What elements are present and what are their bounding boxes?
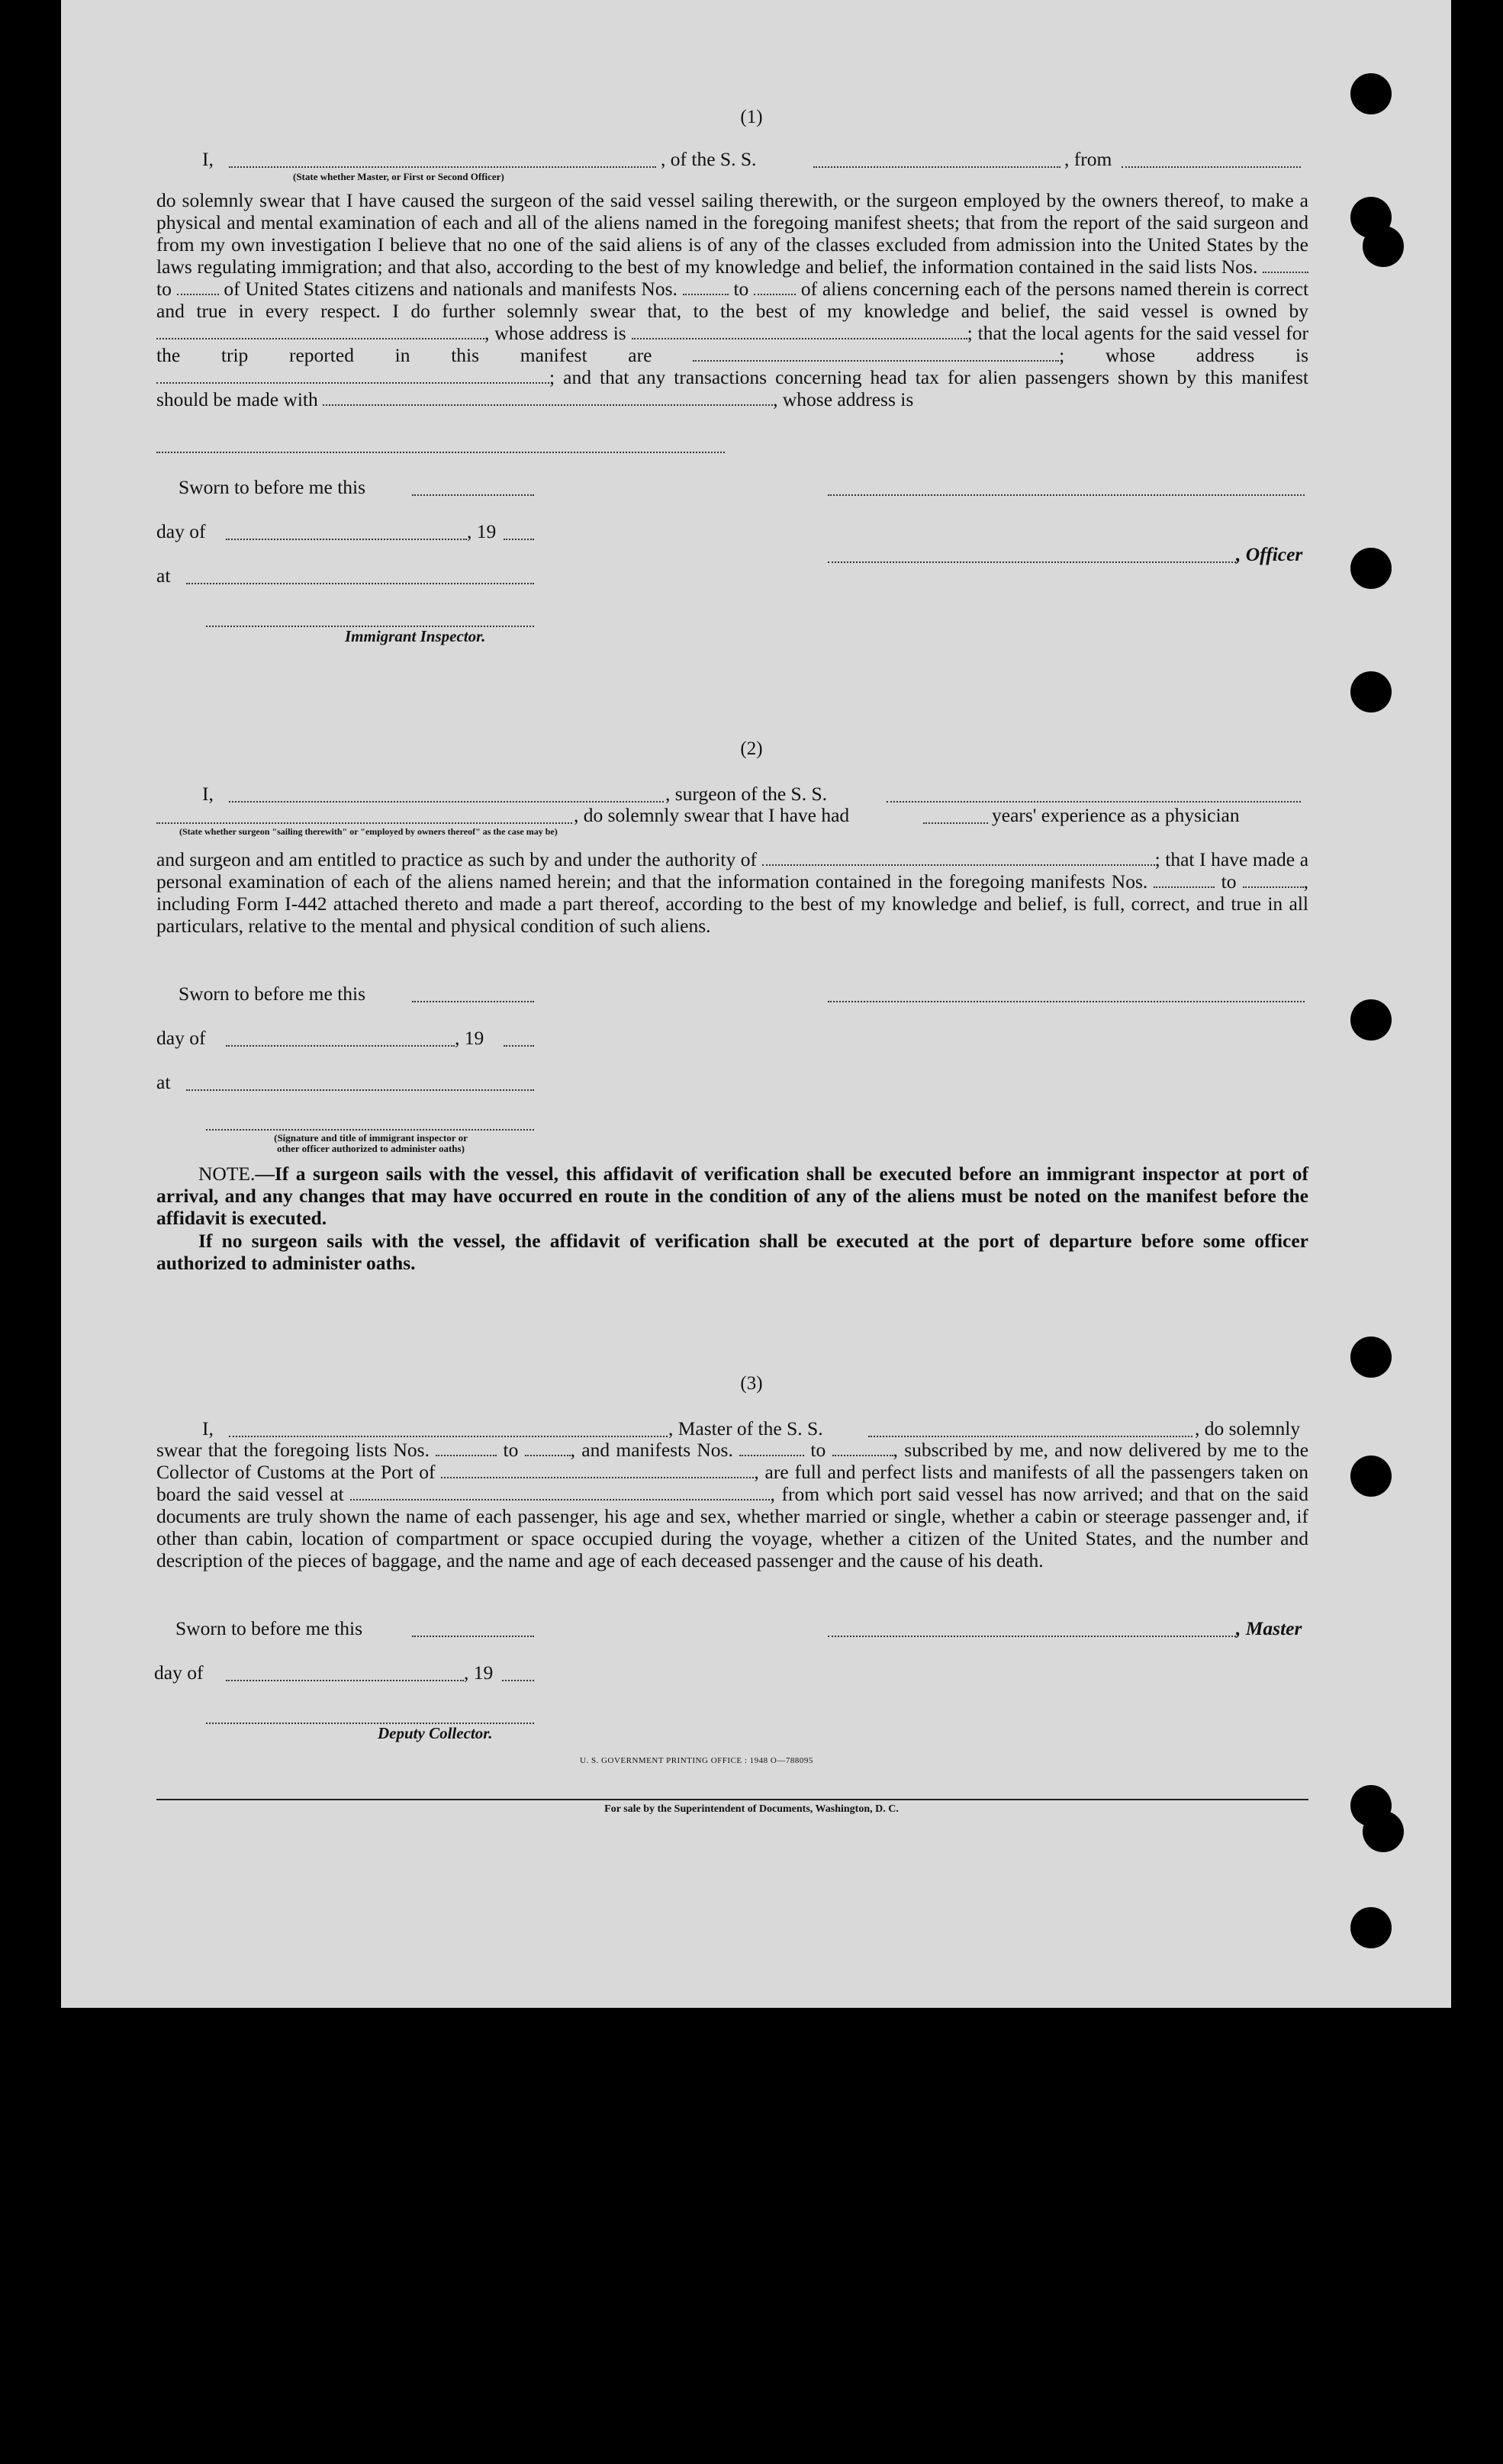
s2-years: years' experience as a physician (992, 804, 1240, 826)
s3-i: I, (202, 1417, 214, 1439)
s1-to: to (156, 278, 172, 300)
punch-hole (1350, 999, 1392, 1041)
s2-sig-hint-1: (Signature and title of immigrant inspector or (274, 1132, 468, 1144)
section-3-body (156, 1439, 1308, 1571)
s3-year-line (502, 1680, 534, 1681)
s2-day-line (226, 1045, 455, 1047)
blank-field (1243, 871, 1304, 888)
s1-body-text: whose address is (1105, 344, 1309, 366)
s1-i: I, (202, 148, 214, 170)
s2-body-text: that I have made a personal examination of each of the aliens named herein; and that the information contained in the foregoing manifests Nos. (156, 848, 1309, 893)
s3-sworn-line (412, 1636, 534, 1637)
s2-officer-line (206, 1129, 534, 1131)
s1-body-text: ; and that any transactions concerning head tax for alien passengers shown by this manifest should be made with (156, 366, 1308, 410)
s2-day-of: day of (156, 1027, 206, 1049)
blank-field (436, 1439, 497, 1456)
punch-hole (1350, 1456, 1392, 1497)
footer-rule (156, 1799, 1308, 1800)
s2-sworn-line (412, 1001, 534, 1002)
s3-master-sig-line (828, 1636, 1236, 1637)
punch-hole (1350, 671, 1392, 713)
s3-body-text: swear that the foregoing lists Nos. (156, 1439, 430, 1461)
s1-body-text: ; that the local agents for the said vessel for the trip reported in this manifest are (156, 322, 1308, 366)
s3-to: to (810, 1439, 826, 1461)
s1-from-line (1122, 166, 1301, 168)
s2-to: to (1221, 870, 1237, 893)
s2-at: at (156, 1071, 171, 1093)
s1-master-hint: (State whether Master, or First or Second Officer) (293, 171, 504, 182)
s2-note-2: If no surgeon sails with the vessel, the affidavit of verification shall be executed at the port of departure before some officer authorized to administer oaths. (156, 1230, 1308, 1274)
blank-field (754, 278, 796, 295)
s3-year: , 19 (464, 1661, 494, 1684)
section-1-number: (1) (740, 107, 763, 127)
s3-day-line (226, 1680, 464, 1681)
s3-body-text: , subscribed by me, and now delivered by me to the Collector of Customs at the Port of (156, 1439, 1309, 1483)
s1-vessel-line (813, 166, 1060, 168)
s3-sworn: Sworn to before me this (175, 1617, 363, 1639)
s2-swear: , do solemnly swear that I have had (574, 804, 850, 826)
s2-year-line (504, 1045, 534, 1047)
s3-body-text: , and manifests Nos. (570, 1439, 733, 1461)
punch-hole (1363, 226, 1404, 267)
s2-sworn: Sworn to before me this (179, 983, 366, 1005)
s3-master-of: , Master of the S. S. (668, 1417, 823, 1439)
s1-body-text: , whose address is (484, 322, 626, 344)
s1-body-text: do solemnly swear that I have caused the surgeon of the said vessel sailing therewith, or the surgeon employed by the owners thereof, to make a physical and mental examination of each and all of the aliens named in the foregoing manifest sheets; that from the report of the said surgeon and from my own investigation I believe that no one of the said aliens is of any of the classes excluded from admission into the United States by the laws regulating immigration; and that also, according to the best of my knowledge and belief, the information contained in the said lists Nos. (156, 189, 1308, 278)
s1-inspector: Immigrant Inspector. (345, 627, 486, 645)
s1-sworn: Sworn to before me this (179, 476, 366, 498)
s2-note-label: NOTE. (198, 1163, 256, 1185)
s1-body-text: , whose address is (773, 388, 914, 410)
s2-hint-line (156, 822, 572, 824)
s1-at: at (156, 565, 171, 587)
s3-name-line (229, 1436, 668, 1437)
blank-field (683, 278, 729, 295)
s1-from: , from (1064, 148, 1112, 170)
s1-of-ss: , of the S. S. (661, 148, 757, 170)
blank-field (832, 1439, 893, 1456)
blank-field (525, 1439, 571, 1456)
s1-year-line (504, 539, 534, 540)
blank-field (1263, 256, 1308, 273)
s2-body-text: , including Form I-442 attached thereto and made a part thereof, according to the best of my knowledge and belief, is full, correct, and true in all particulars, relative to the mental and physical condition of such aliens. (156, 870, 1309, 937)
s3-day-of: day of (154, 1661, 204, 1684)
s2-note-1 (156, 1163, 1308, 1229)
s3-body-text: , are full and perfect lists and manifests of all the passengers taken on board the said vessel at (156, 1461, 1308, 1505)
s1-day-of: day of (156, 520, 206, 542)
s2-name-line (229, 801, 664, 803)
blank-field (350, 1484, 770, 1501)
s1-to: to (733, 278, 749, 300)
sale-note: For sale by the Superintendent of Documents, Washington, D. C. (604, 1803, 899, 1815)
s1-officer-line (828, 561, 1236, 563)
blank-field (693, 345, 1059, 362)
section-1-body: do solemnly swear that I have caused the surgeon of the said vessel sailing therewith, or the surgeon employed by the owners thereof, to make a physical and mental examination of each and all of the aliens named in the foregoing manifest sheets; that from the report of the said surgeon and from my own investigation I believe that no one of the said aliens is of any of the classes excluded from admission into the United States by the laws regulating immigration; and that also, according to the best of my knowledge and belief, the information contained in the said lists Nos. to of United States citizens and nationals and manifests Nos. to of aliens concerning each of the persons named therein is correct and true in every respect. I do further solemnly swear that, to the best of my knowledge and belief, the said vessel is owned by , whose address is ; that the local agents for the said vessel for the trip reported in this manifest are ; whose address is ; and that any transactions concerning head tax for alien passengers shown by this manifest should be made with , whose address is (156, 189, 1309, 410)
s2-surgeon-of: , surgeon of the S. S. (665, 783, 828, 805)
s2-year: , 19 (455, 1027, 484, 1049)
blank-field (632, 323, 967, 339)
blank-field (441, 1462, 754, 1478)
blank-field (156, 367, 549, 384)
section-2-body: and surgeon and am entitled to practice as such by and under the authority of ; that I have made a personal examination of each of the aliens named herein; and that the information contained in the foregoing manifests Nos. to , including Form I-442 attached thereto and made a part thereof, according to the best of my knowledge and belief, is full, correct, and true in all particulars, relative to the mental and physical condition of such aliens. (156, 848, 1309, 937)
s2-vessel-line (887, 801, 1301, 803)
punch-hole (1350, 548, 1392, 589)
s1-body-text: of United States citizens and nationals and manifests Nos. (224, 278, 677, 300)
s1-sworn-line (412, 494, 534, 496)
punch-hole (1350, 1337, 1392, 1378)
s3-body-text: , from which port said vessel has now arrived; and that on the said documents are truly shown the name of each passenger, his age and sex, whether married or single, whether a cabin or steerage passenger and, if other than cabin, location of compartment or space occupied during the voyage, whether a citizen of the United States, and the number and description of the pieces of baggage, and the name and age of each deceased passenger and the cause of his death. (156, 1483, 1309, 1571)
s3-swear: , do solemnly (1195, 1417, 1301, 1439)
s3-collector: Deputy Collector. (378, 1724, 493, 1742)
s1-body-text: of aliens concerning each of the persons named therein is correct and true in every respect. I do further solemnly swear that, to the best of my knowledge and belief, the said vessel is owned by (156, 278, 1309, 322)
s1-year: , 19 (467, 520, 497, 542)
s2-note-text: —If a surgeon sails with the vessel, this affidavit of verification shall be executed before an immigrant inspector at port of arrival, and any changes that may have occurred en route in the condition of any of the aliens must be noted on the manifest before the affidavit is executed. (156, 1163, 1308, 1229)
blank-field (739, 1439, 804, 1456)
s1-at-line (186, 583, 534, 584)
s2-at-line (186, 1089, 534, 1091)
s1-day-line (226, 539, 467, 540)
punch-hole (1350, 1907, 1392, 1948)
s2-body-text: and surgeon and am entitled to practice as such by and under the authority of (156, 848, 758, 870)
s2-sig-hint-2: other officer authorized to administer oaths) (277, 1143, 465, 1154)
section-2-number: (2) (740, 738, 763, 759)
s1-address-line (156, 452, 725, 453)
s1-master-sig-line (828, 494, 1305, 496)
s1-officer: , Officer (1236, 543, 1303, 565)
punch-hole (1363, 1811, 1404, 1852)
s2-i: I, (202, 783, 214, 805)
s3-vessel-line (868, 1436, 1192, 1437)
blank-field (323, 389, 773, 406)
blank-field (762, 849, 1155, 866)
s3-master: , Master (1236, 1617, 1302, 1639)
s1-name-line (229, 166, 656, 168)
blank-field (1154, 871, 1215, 888)
s2-surgeon-sig-line (828, 1001, 1305, 1002)
s2-years-line (923, 822, 988, 824)
s3-to: to (503, 1439, 519, 1461)
printing-office: U. S. GOVERNMENT PRINTING OFFICE : 1948 O—788095 (580, 1756, 813, 1765)
s2-surgeon-hint: (State whether surgeon "sailing therewith" or "employed by owners thereof" as the case may be) (179, 826, 558, 837)
section-3-number: (3) (740, 1373, 763, 1394)
blank-field (156, 323, 484, 339)
blank-field (177, 278, 219, 295)
